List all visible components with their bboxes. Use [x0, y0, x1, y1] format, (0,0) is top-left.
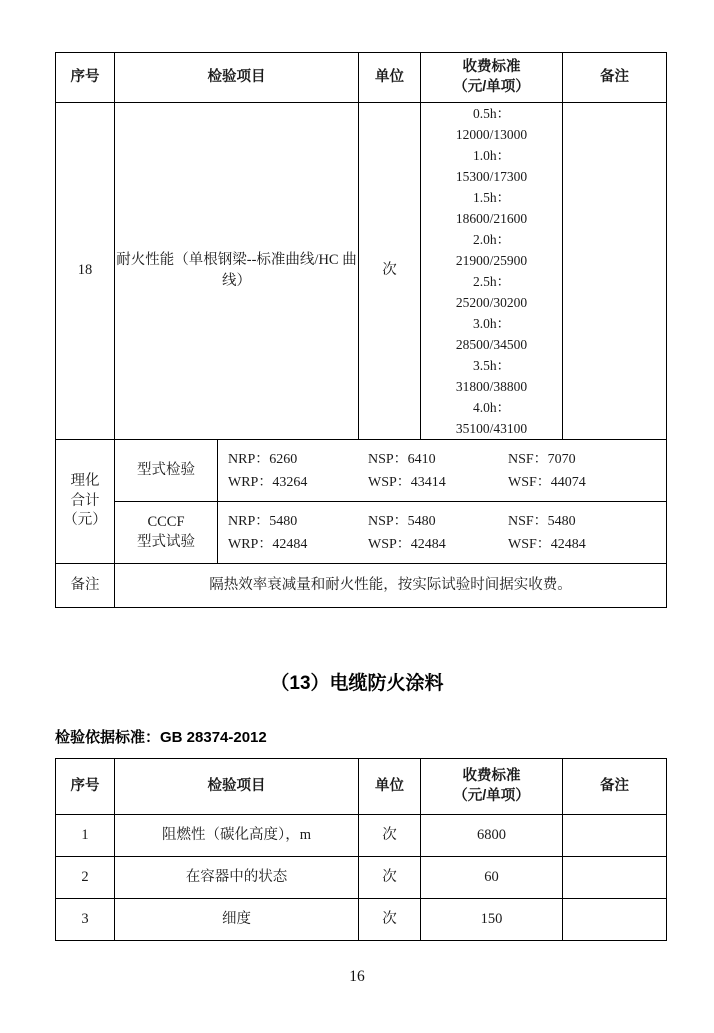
header-col-fee — [421, 759, 563, 815]
header-col-no: 序号 — [56, 53, 115, 103]
table1-summary-row-1 — [56, 440, 667, 502]
table2-row-2 — [56, 857, 667, 899]
header-fee-line1: 收费标准 — [462, 58, 521, 75]
section-title: （13）电缆防火涂料 — [270, 673, 444, 694]
summary1-group-nrp: NRP：6260 WRP：43264 — [228, 451, 308, 490]
header-col-remark: 备注 — [563, 53, 667, 103]
summary2-group-nrp: NRP：5480 WRP：42484 — [228, 513, 308, 552]
row18-no: 18 — [56, 103, 115, 440]
page-number: 16 — [349, 968, 365, 985]
table2-header-row — [56, 759, 667, 815]
row-fee: 150 — [421, 899, 563, 941]
summary-type-1: 型式检验 — [115, 440, 218, 502]
summary-values-2 — [218, 502, 667, 564]
summary1-group-nsf: NSF：7070 WSF：44074 — [508, 451, 586, 490]
row18-remark-empty — [563, 103, 667, 440]
note-label: 备注 — [56, 564, 115, 608]
fee-table-continued — [55, 52, 667, 608]
header-col-unit: 单位 — [359, 53, 421, 103]
fee-table-cable-coating — [55, 758, 667, 941]
header-col-remark: 备注 — [563, 759, 667, 815]
row-remark-empty — [563, 857, 667, 899]
row18-fee-cell — [421, 103, 563, 440]
row-no: 1 — [56, 815, 115, 857]
row18-unit: 次 — [359, 103, 421, 440]
table1-header-row — [56, 53, 667, 103]
table1-note-row — [56, 564, 667, 608]
row-remark-empty — [563, 899, 667, 941]
summary-values-1 — [218, 440, 667, 502]
header-fee-line2: （元/单项） — [453, 787, 530, 804]
row-item: 细度 — [115, 899, 359, 941]
note-text: 隔热效率衰减量和耐火性能，按实际试验时间据实收费。 — [115, 564, 667, 608]
table1-summary-row-2 — [56, 502, 667, 564]
row-no: 3 — [56, 899, 115, 941]
row18-item: 耐火性能（单根钢梁--标准曲线/HC 曲线） — [115, 103, 359, 440]
header-col-item: 检验项目 — [115, 53, 359, 103]
header-fee-line2: （元/单项） — [453, 78, 530, 95]
header-col-fee — [421, 53, 563, 103]
row-unit: 次 — [359, 815, 421, 857]
summary-type-2: CCCF 型式试验 — [115, 502, 218, 564]
table2-row-1 — [56, 815, 667, 857]
table2-row-3 — [56, 899, 667, 941]
row-unit: 次 — [359, 857, 421, 899]
summary2-group-nsf: NSF：5480 WSF：42484 — [508, 513, 586, 552]
summary-label: 理化 合计 （元） — [56, 440, 115, 564]
header-fee-line1: 收费标准 — [462, 767, 521, 784]
row-fee: 60 — [421, 857, 563, 899]
row-fee: 6800 — [421, 815, 563, 857]
table1-row-18 — [56, 103, 667, 440]
summary2-group-nsp: NSP：5480 WSP：42484 — [368, 513, 446, 552]
header-col-no: 序号 — [56, 759, 115, 815]
row-remark-empty — [563, 815, 667, 857]
header-col-item: 检验项目 — [115, 759, 359, 815]
row-item: 阻燃性（碳化高度），m — [115, 815, 359, 857]
row-item: 在容器中的状态 — [115, 857, 359, 899]
summary1-group-nsp: NSP：6410 WSP：43414 — [368, 451, 446, 490]
row-no: 2 — [56, 857, 115, 899]
row-unit: 次 — [359, 899, 421, 941]
row18-fee-lines: 0.5h： 12000/13000 1.0h： 15300/17300 1.5h： 18600/21600 2.0h： 21900/25900 2.5h： 25200/30200 3.0h： 28500/34500 3.5h： 31800/38800 4.0h： 35100/43100 — [455, 106, 528, 436]
standard-reference: 检验依据标准：GB 28374-2012 — [55, 729, 267, 746]
header-col-unit: 单位 — [359, 759, 421, 815]
